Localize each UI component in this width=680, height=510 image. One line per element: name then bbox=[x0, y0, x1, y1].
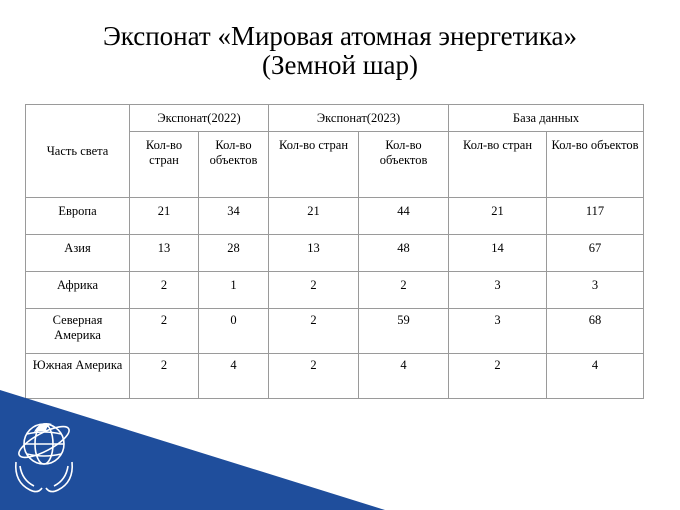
value-cell: 3 bbox=[449, 272, 547, 309]
value-cell: 2 bbox=[130, 354, 199, 399]
value-cell: 0 bbox=[199, 309, 269, 354]
value-cell: 34 bbox=[199, 198, 269, 235]
region-cell: Европа bbox=[26, 198, 130, 235]
region-cell: Южная Америка bbox=[26, 354, 130, 399]
subheader: Кол-во стран bbox=[449, 132, 547, 198]
header-row-groups bbox=[26, 105, 644, 132]
value-cell: 44 bbox=[359, 198, 449, 235]
table-row bbox=[26, 198, 644, 235]
subheader: Кол-во стран bbox=[269, 132, 359, 198]
value-cell: 2 bbox=[269, 272, 359, 309]
value-cell: 2 bbox=[449, 354, 547, 399]
value-cell: 4 bbox=[359, 354, 449, 399]
data-table bbox=[25, 104, 644, 399]
value-cell: 14 bbox=[449, 235, 547, 272]
region-cell: Азия bbox=[26, 235, 130, 272]
value-cell: 21 bbox=[449, 198, 547, 235]
value-cell: 48 bbox=[359, 235, 449, 272]
subheader: Кол-во объектов bbox=[199, 132, 269, 198]
value-cell: 2 bbox=[269, 354, 359, 399]
value-cell: 4 bbox=[547, 354, 644, 399]
subheader: Кол-во стран bbox=[130, 132, 199, 198]
table-body bbox=[26, 198, 644, 399]
value-cell: 28 bbox=[199, 235, 269, 272]
value-cell: 117 bbox=[547, 198, 644, 235]
subheader: Кол-во объектов bbox=[359, 132, 449, 198]
region-cell: Африка bbox=[26, 272, 130, 309]
group-header: Экспонат(2022) bbox=[130, 105, 269, 132]
title-line-1: Экспонат «Мировая атомная энергетика» bbox=[102, 21, 578, 51]
value-cell: 2 bbox=[359, 272, 449, 309]
value-cell: 1 bbox=[199, 272, 269, 309]
value-cell: 3 bbox=[449, 309, 547, 354]
value-cell: 21 bbox=[269, 198, 359, 235]
value-cell: 13 bbox=[269, 235, 359, 272]
value-cell: 13 bbox=[130, 235, 199, 272]
table-row bbox=[26, 235, 644, 272]
value-cell: 2 bbox=[130, 272, 199, 309]
value-cell: 59 bbox=[359, 309, 449, 354]
group-header: Экспонат(2023) bbox=[269, 105, 449, 132]
region-cell: Северная Америка bbox=[26, 309, 130, 354]
table-row bbox=[26, 272, 644, 309]
title-line-2: (Земной шар) bbox=[261, 50, 418, 80]
value-cell: 3 bbox=[547, 272, 644, 309]
slide-title bbox=[0, 22, 680, 80]
region-header: Часть света bbox=[26, 105, 130, 198]
group-header: База данных bbox=[449, 105, 644, 132]
subheader: Кол-во объектов bbox=[547, 132, 644, 198]
value-cell: 2 bbox=[130, 309, 199, 354]
globe-dove-hands-icon bbox=[8, 402, 80, 502]
value-cell: 68 bbox=[547, 309, 644, 354]
value-cell: 4 bbox=[199, 354, 269, 399]
value-cell: 2 bbox=[269, 309, 359, 354]
table-row bbox=[26, 309, 644, 354]
value-cell: 67 bbox=[547, 235, 644, 272]
value-cell: 21 bbox=[130, 198, 199, 235]
